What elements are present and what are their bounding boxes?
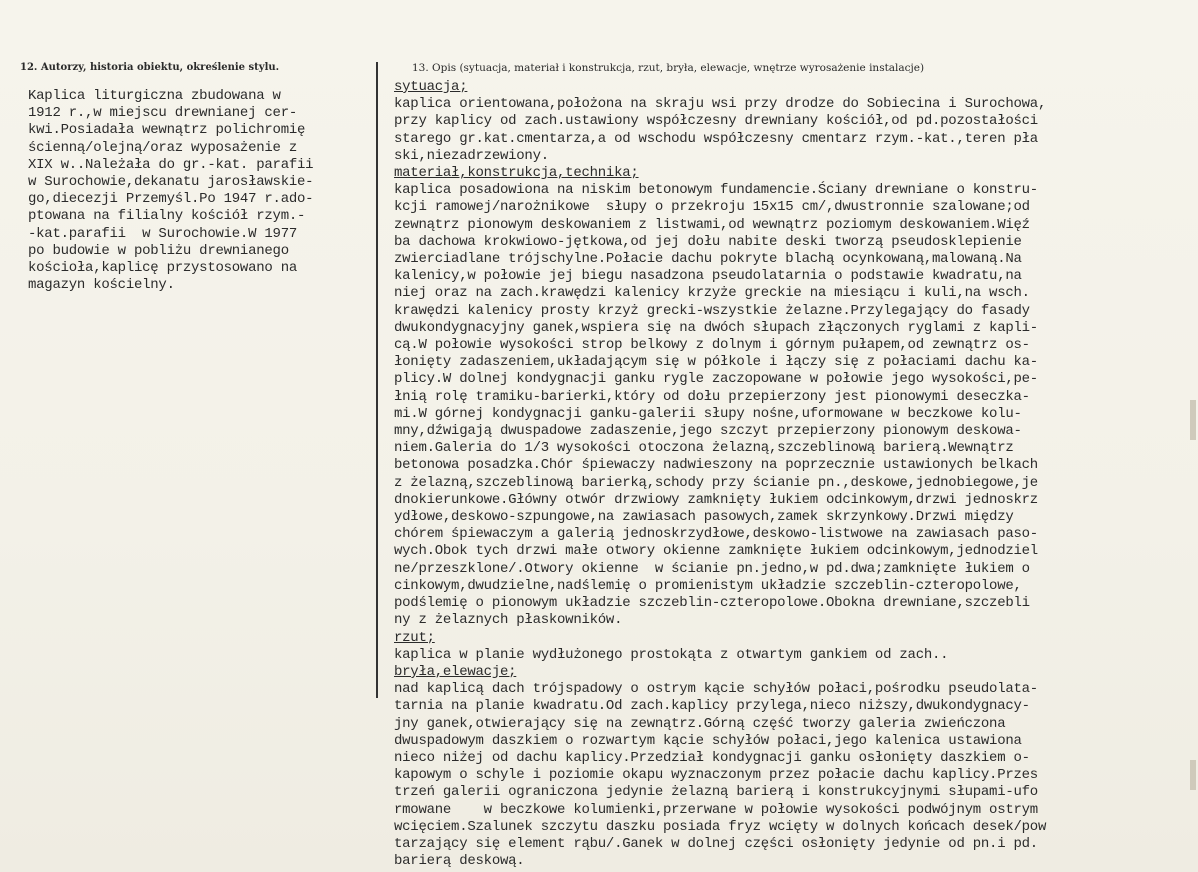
history-text-line: XIX w..Należała do gr.-kat. parafii — [28, 156, 314, 173]
section-13-heading: 13. Opis (sytuacja, materiał i konstrukcja, rzut, bryła, elewacje, wnętrze wyrosażenie instalacje) — [412, 62, 925, 74]
description-text-line: barierą deskową. — [394, 853, 525, 870]
section-subheading: sytuacja; — [394, 79, 468, 95]
description-text-line: jny ganek,otwierający się na zewnątrz.Górną część tworzy galeria zwieńczona — [394, 715, 1006, 732]
column-divider — [376, 62, 378, 698]
history-text-line: go,diecezji Przemyśl.Po 1947 r.ado- — [28, 191, 314, 208]
description-text-line: betonowa posadzka.Chór śpiewaczy nadwieszony na poprzecznie ustawionych belkach — [394, 457, 1038, 474]
description-text-line: dwukondygnacyjny ganek,wspiera się na dwóch słupach złączonych ryglami z kapli- — [394, 319, 1038, 336]
description-text-line: plicy.W dolnej kondygnacji ganku rygle zaczopowane w połowie jego wysokości,pe- — [394, 371, 1038, 388]
description-text-line: ny z żelaznych płaskowników. — [394, 612, 623, 629]
description-text-line: kapowym o schyle i poziomie okapu wyznaczonym przez połacie dachu kaplicy.Przes — [394, 767, 1038, 784]
description-text-line: nieco niżej od dachu kaplicy.Przedział kondygnacji ganku osłonięty daszkiem o- — [394, 749, 1030, 766]
history-text-line: kwi.Posiadała wewnątrz polichromię — [28, 122, 306, 139]
history-text-line: ścienną/olejną/oraz wyposażenie z — [28, 139, 297, 156]
description-text-line: tarnia na planie kwadratu.Od zach.kaplicy przylega,nieco niższy,dwukondygnacy- — [394, 698, 1030, 715]
description-text-line: ne/przeszklone/.Otwory okienne w ścianie pn.jedno,w pd.dwa;zamknięte łukiem o — [394, 560, 1030, 577]
description-text-line: nad kaplicą dach trójspadowy o ostrym kącie schyłów połaci,pośrodku pseudolata- — [394, 681, 1038, 698]
description-text-line: ba dachowa krokwiowo-jętkowa,od jej dołu nabite deski tworzą pseudosklepienie — [394, 233, 1022, 250]
description-text-line: mny,dźwigają dwuspadowe zadaszenie,jego szczyt przepierzony pionowym deskowa- — [394, 423, 1022, 440]
page-edge-mark — [1190, 760, 1196, 790]
description-text-line: z żelazną,szczeblinową barierką,schody przy ścianie pn.,deskowe,jednobiegowe,je — [394, 474, 1038, 491]
section-subheading: rzut; — [394, 629, 435, 646]
description-text-line: krawędzi kalenicy prosty krzyż grecki-wszystkie żelazne.Przylegający do fasady — [394, 302, 1030, 319]
description-text-line: kalenicy,w połowie jej biegu nasadzona pseudolatarnia o podstawie kwadratu,na — [394, 268, 1022, 285]
history-text-line: ptowana na filialny kościół rzym.- — [28, 208, 306, 225]
history-text-line: w Surochowie,dekanatu jarosławskie- — [28, 174, 314, 191]
description-text-line: zewnątrz pionowym deskowaniem z listwami,od wewnątrz poziomym deskowaniem.Więź — [394, 216, 1030, 233]
description-text-line: mi.W górnej kondygnacji ganku-galerii słupy nośne,uformowane w beczkowe kolu- — [394, 405, 1022, 422]
description-text-line: ydłowe,deskowo-szpungowe,na zawiasach pasowych,zamek skrzynkowy.Drzwi między — [394, 509, 1014, 526]
description-text-line: chórem śpiewaczym a galerią jednoskrzydłowe,deskowo-listwowe na zawiasach paso- — [394, 526, 1038, 543]
section-subheading: materiał,konstrukcja,technika; — [394, 165, 639, 182]
description-text-line: zwierciadlane trójschylne.Połacie dachu pokryte blachą ocynkowaną,malowaną.Na — [394, 251, 1022, 268]
description-text-line: kcji ramowej/narożnikowe słupy o przekroju 15x15 cm/,dwustronnie szalowane;od — [394, 199, 1030, 216]
section-subheading: bryła,elewacje; — [394, 663, 517, 680]
description-text-line: ski,niezadrzewiony. — [394, 147, 549, 164]
description-text-line: łonięty zadaszeniem,układającym się w półkole i łączy się z połaciami dachu ka- — [394, 354, 1038, 371]
description-text-line: trzeń galerii ograniczona jedynie żelazną barierą i konstrukcyjnymi słupami-ufo — [394, 784, 1038, 801]
description-text-line: cą.W połowie wysokości strop belkowy z dolnym i górnym pułapem,od zewnątrz os- — [394, 337, 1030, 354]
description-text-line: wych.Obok tych drzwi małe otwory okienne zamknięte łukiem odcinkowym,jednodziel — [394, 543, 1038, 560]
description-text-line: niem.Galeria do 1/3 wysokości otoczona żelazną,szczeblinową barierą.Wewnątrz — [394, 440, 1014, 457]
description-text-line: niej oraz na zach.krawędzi kalenicy krzyże greckie na miesiącu i kuli,na wsch. — [394, 285, 1030, 302]
description-text-line: wcięciem.Szalunek szczytu daszku posiada fryz wcięty w dolnych końcach desek/pow — [394, 818, 1047, 835]
description-text-line: tarzający się element rąbu/.Ganek w dolnej części osłonięty jedynie od pn.i pd. — [394, 835, 1038, 852]
history-text-line: Kaplica liturgiczna zbudowana w — [28, 88, 281, 104]
page-edge-mark — [1190, 400, 1196, 440]
description-text-line: starego gr.kat.cmentarza,a od wschodu współczesny cmentarz rzym.-kat.,teren pła — [394, 130, 1038, 147]
description-text-line: kaplica posadowiona na niskim betonowym fundamencie.Ściany drewniane o konstru- — [394, 182, 1038, 199]
description-text-line: podślemię o pionowym układzie szczeblin-czteropolowe.Obokna drewniane,szczebli — [394, 595, 1030, 612]
description-text-line: kaplica w planie wydłużonego prostokąta z otwartym gankiem od zach.. — [394, 646, 949, 663]
history-text-line: kościoła,kaplicę przystosowano na — [28, 260, 297, 277]
description-text-line: dnokierunkowe.Główny otwór drzwiowy zamknięty łukiem odcinkowym,drzwi jednoskrz — [394, 491, 1038, 508]
section-12-heading: 12. Autorzy, historia obiektu, określenie stylu. — [20, 62, 280, 73]
description-text-line: łnią rolę tramiku-barierki,który od dołu przepierzony jest pionowymi deseczka- — [394, 388, 1030, 405]
description-text-line: rmowane w beczkowe kolumienki,przerwane w połowie wysokości podwójnym ostrym — [394, 801, 1038, 818]
description-text-column — [394, 79, 1046, 870]
description-text-line: cinkowym,dwudzielne,nadślemię o promienistym układzie szczeblin-czteropolowe, — [394, 577, 1022, 594]
description-text-line: kaplica orientowana,położona na skraju wsi przy drodze do Sobiecina i Surochowa, — [394, 96, 1047, 113]
description-text-line: dwuspadowym daszkiem o rozwartym kącie schyłów połaci,jego kalenica ustawiona — [394, 732, 1022, 749]
history-text-line: magazyn kościelny. — [28, 277, 175, 294]
history-text-column — [28, 88, 313, 294]
history-text-line: 1912 r.,w miejscu drewnianej cer- — [28, 105, 297, 122]
history-text-line: -kat.parafii w Surochowie.W 1977 — [28, 225, 297, 242]
description-text-line: przy kaplicy od zach.ustawiony współczesny drewniany kościół,od pd.pozostałości — [394, 113, 1038, 130]
history-text-line: po budowie w pobliżu drewnianego — [28, 242, 289, 259]
